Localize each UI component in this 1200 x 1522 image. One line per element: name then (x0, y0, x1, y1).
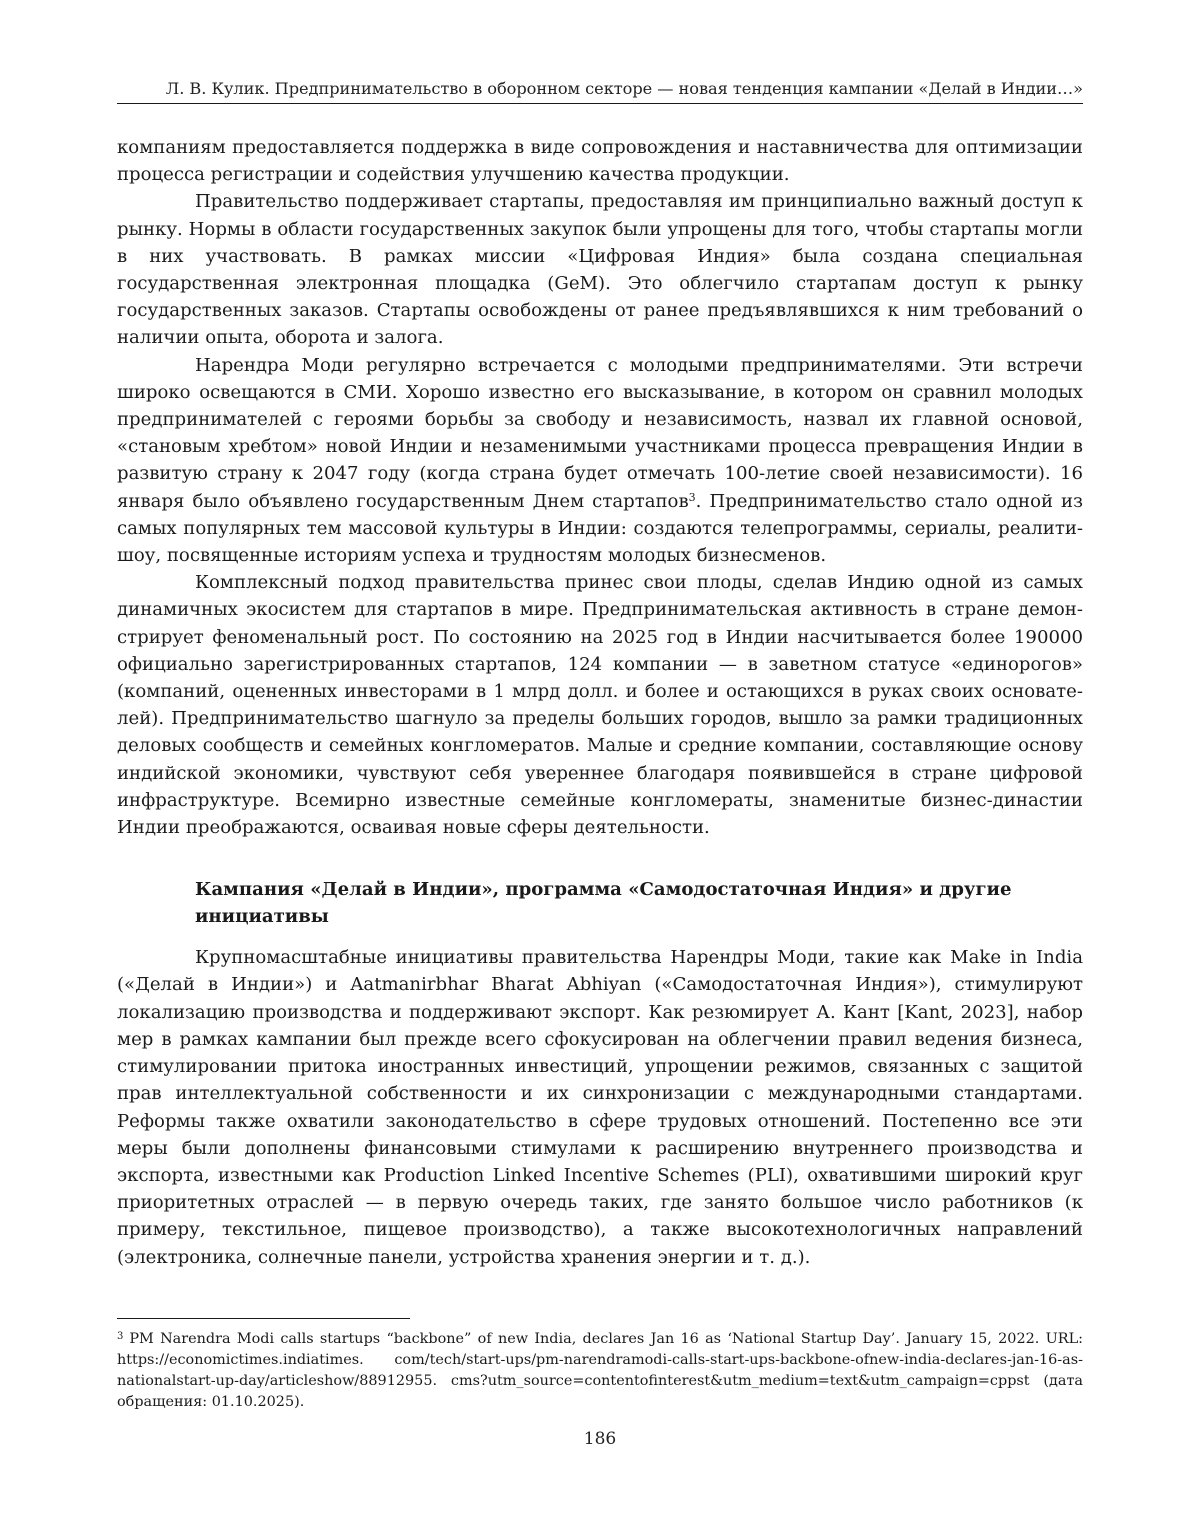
paragraph-5: Крупномасштабные инициативы правительства Нарендры Моди, такие как Make in India («Делай в Индии») и Aatmanirbhar Bharat Abhiyan («Самодостаточная Индия»), стимулируют локализацию производства и поддерживают экспорт. Как резюмирует А. Кант [Kant, 2023], набор мер в рамках кампании был прежде всего сфокусирован на облегчении правил ведения бизнеса, стимулировании притока иностранных инвестиций, упрощении режимов, связанных с защитой прав интеллектуальной собственности и их синхронизации с международными стандартами. Реформы также охватили законодательство в сфере трудовых отношений. Постепенно все эти меры были дополнены финансовыми стимулами к расширению внутреннего производства и экспорта, известными как Production Linked Incentive Schemes (PLI), охватившими широкий круг приоритетных отраслей — в первую очередь таких, где занято большое число работников (к примеру, текстильное, пищевое производство), а также высокотехнологичных направлений (электроника, солнечные панели, устройства хранения энергии и т. д.). (117, 947, 1083, 1268)
paragraph-3-part-1: Нарендра Моди регулярно встречается с молодыми предпринимателями. Эти встречи широко освещаются в СМИ. Хорошо известно его высказывание, в котором он сравнил молодых предпринимателей с героями борьбы за свободу и независимость, назвал их главной основой, «становым хребтом» новой Индии и незаменимыми участниками процесса превращения Индии в развитую страну к 2047 году (когда страна будет отмечать 100-летие своей независимости). 16 января было объявлено государственным Днем стартапов (117, 354, 1083, 512)
running-header: Л. В. Кулик. Предпринимательство в оборонном секторе — новая тенденция кампании «Делай в Индии…» (165, 79, 1083, 98)
footnote-number: 3 (117, 1331, 124, 1342)
paragraph-1: компаниям предоставляется поддержка в виде сопровождения и наставничества для оптимизации процесса регистрации и содействия улучшению качества продукции. (117, 137, 1083, 186)
paragraph-4: Комплексный подход правительства принес свои плоды, сделав Индию одной из самых динамичных экосистем для стартапов в мире. Предпринимательская активность в стране демонстрирует феноменальный рост. По состоянию на 2025 год в Индии насчитывается более 190000 официально зарегистрированных стартапов, 124 компании — в заветном статусе «единорогов» (компаний, оцененных инвесторами в 1 млрд долл. и более и остающихся в руках своих основателей). Предпринимательство шагнуло за пределы больших городов, вышло за рамки традиционных деловых сообществ и семейных конгломератов. Малые и средние компании, составляющие основу индийской экономики, чувствуют себя увереннее благодаря появившейся в стране цифровой инфраструктуре. Всемирно известные семейные конгломераты, знаменитые бизнес-династии Индии преображаются, осваивая новые сферы деятельности. (117, 572, 1083, 839)
article-body (117, 134, 1083, 1271)
paragraph-3-part-2: . Предпринимательство стало одной из самых популярных тем массовой культуры в Индии: создаются телепрограммы, сериалы, реалити-шоу, посвященные историям успеха и трудностям молодых бизнесменов. (117, 490, 1083, 567)
paragraph-2: Правительство поддерживает стартапы, предоставляя им принципиально важный доступ к рынку. Нормы в области государственных закупок были упрощены для того, чтобы стартапы могли в них участвовать. В рамках миссии «Цифровая Индия» была создана специальная государственная электронная площадка (GeM). Это облегчило стартапам доступ к рынку государственных заказов. Стартапы освобождены от ранее предъявлявшихся к ним требований о наличии опыта, оборота и залога. (117, 191, 1083, 349)
paragraph-3 (117, 352, 1083, 570)
footnote-text: PM Narendra Modi calls startups “backbone” of new India, declares Jan 16 as ‘National Startup Day’. January 15, 2022. URL: https://economictimes.indiatimes. com/tech/start-ups/pm-narendramodi-calls-start-ups-backbone-ofnew-india-declares-jan-16-as-nationalstart-up-day/articleshow/88912955. cms?utm_source=contentofinterest&utm_medium=text&utm_campaign=cppst (дата обращения: 01.10.2025). (117, 1331, 1083, 1410)
footnote-rule (117, 1318, 410, 1319)
section-heading: Кампания «Делай в Индии», программа «Самодостаточная Индия» и другие инициативы (195, 879, 1012, 928)
footnote (117, 1326, 1083, 1413)
header-rule (117, 103, 1083, 104)
footnote-reference[interactable]: 3 (688, 490, 696, 504)
page-number: 186 (583, 1429, 617, 1449)
